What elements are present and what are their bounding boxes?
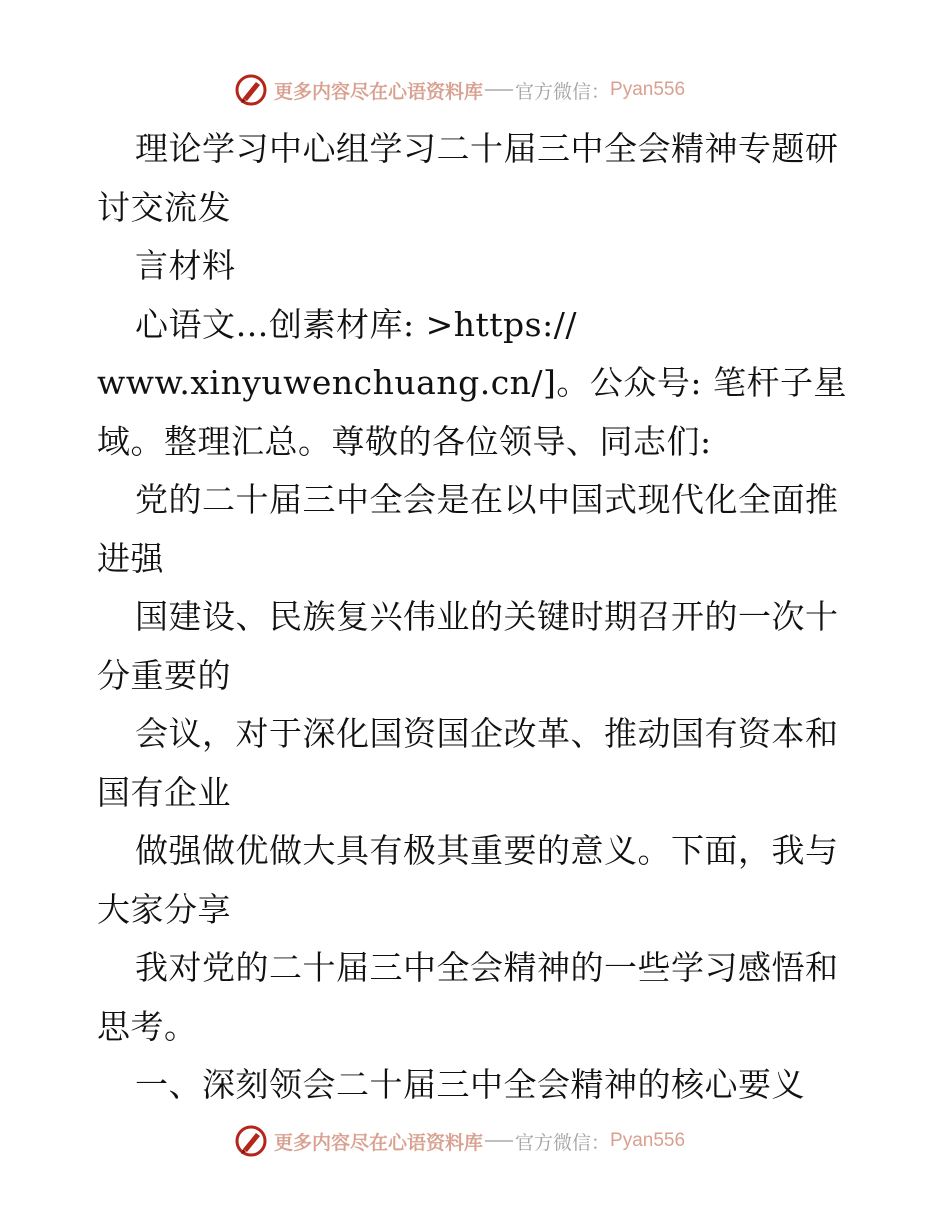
header-watermark — [234, 72, 685, 108]
text-line: 我对党的二十届三中全会精神的一些学习感悟和 — [135, 948, 839, 987]
text-line: 言材料 — [135, 246, 236, 285]
watermark-text: 更多内容尽在心语资料库 — [274, 1131, 484, 1154]
text-line: 国有企业 — [97, 772, 231, 812]
text-line: 国建设、民族复兴伟业的关键时期召开的一次十 — [135, 597, 839, 636]
pen-logo-icon — [234, 73, 268, 107]
watermark-dash — [485, 1140, 513, 1142]
text-line: www.xinyuwenchuang.cn/]。公众号: 笔杆子星 — [97, 363, 848, 402]
text-line: 做强做优做大具有极其重要的意义。下面，我与 — [135, 831, 839, 870]
pen-logo-icon — [234, 1124, 268, 1158]
section-heading: 一、深刻领会二十届三中全会精神的核心要义 — [135, 1065, 805, 1104]
text-line: 分重要的 — [97, 655, 231, 695]
text-line: 理论学习中心组学习二十届三中全会精神专题研 — [135, 129, 839, 168]
watermark-wechat-id: Pyan556 — [610, 1130, 686, 1151]
text-line: 会议，对于深化国资国企改革、推动国有资本和 — [135, 714, 839, 753]
watermark-wechat-id: Pyan556 — [610, 79, 686, 100]
watermark-text: 更多内容尽在心语资料库 — [274, 80, 484, 103]
footer-watermark — [234, 1123, 685, 1159]
watermark-dash — [485, 89, 513, 91]
text-line: 进强 — [97, 538, 164, 578]
document-body — [97, 120, 857, 1115]
watermark-wechat-label: 官方微信： — [515, 1131, 611, 1154]
text-line: 思考。 — [97, 1006, 198, 1046]
text-line: 域。整理汇总。尊敬的各位领导、同志们: — [97, 421, 712, 461]
text-line: 大家分享 — [97, 889, 231, 929]
watermark-wechat-label: 官方微信： — [515, 80, 611, 103]
text-line: 党的二十届三中全会是在以中国式现代化全面推 — [135, 480, 839, 519]
text-line: 讨交流发 — [97, 187, 231, 227]
text-line: 心语文…创素材库: >https:// — [135, 304, 577, 344]
